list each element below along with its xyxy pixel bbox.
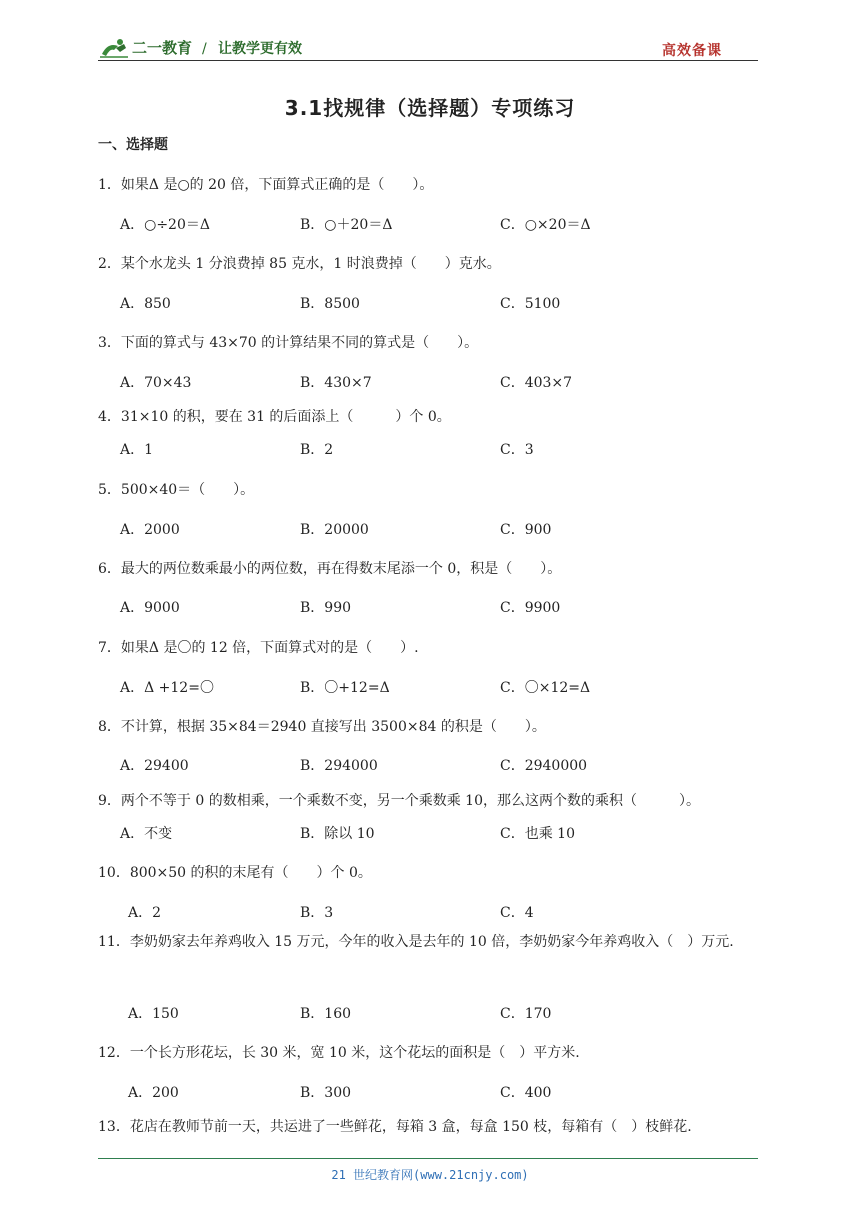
brand-label: 高效备课 — [662, 43, 722, 59]
q12-option-a: A．200 — [128, 1085, 179, 1101]
question-6: 6．最大的两位数乘最小的两位数，再在得数末尾添一个 0，积是（ ）。 — [98, 561, 562, 577]
q8-option-c: C．2940000 — [500, 758, 588, 774]
q2-option-c: C．5100 — [500, 296, 561, 312]
question-8: 8．不计算，根据 35×84＝2940 直接写出 3500×84 的积是（ ）。 — [98, 719, 546, 735]
logo-icon — [98, 36, 318, 60]
q5-option-b: B．20000 — [300, 522, 369, 538]
q1-option-a: A．○÷20＝Δ — [120, 217, 210, 233]
logo-text: 二一教育 — [132, 39, 193, 57]
q5-option-a: A．2000 — [120, 522, 180, 538]
q2-option-b: B．8500 — [300, 296, 360, 312]
question-12: 12．一个长方形花坛，长 30 米，宽 10 米，这个花坛的面积是（ ）平方米. — [98, 1045, 580, 1061]
question-7: 7．如果Δ 是〇的 12 倍，下面算式对的是（ ）. — [98, 640, 419, 656]
question-10: 10．800×50 的积的末尾有（ ）个 0。 — [98, 865, 372, 881]
q11-option-b: B．160 — [300, 1006, 352, 1022]
q10-option-a: A．2 — [128, 905, 162, 921]
q9-option-a: A．不变 — [120, 826, 173, 842]
q4-option-c: C．3 — [500, 442, 534, 458]
question-3: 3．下面的算式与 43×70 的计算结果不同的算式是（ ）。 — [98, 335, 479, 351]
footer-link[interactable]: 21 世纪教育网(www.21cnjy.com) — [331, 1168, 529, 1182]
question-2: 2．某个水龙头 1 分浪费掉 85 克水，1 时浪费掉（ ）克水。 — [98, 256, 501, 272]
question-1: 1．如果Δ 是○的 20 倍，下面算式正确的是（ ）。 — [98, 177, 434, 193]
q10-option-c: C．4 — [500, 905, 534, 921]
q1-option-c: C．○×20＝Δ — [500, 217, 591, 233]
q3-option-a: A．70×43 — [120, 375, 192, 391]
q9-option-c: C．也乘 10 — [500, 826, 575, 842]
question-5: 5．500×40＝（ ）。 — [98, 482, 255, 498]
q8-option-b: B．294000 — [300, 758, 378, 774]
q10-option-b: B．3 — [300, 905, 334, 921]
q6-option-b: B．990 — [300, 600, 352, 616]
q2-option-a: A．850 — [120, 296, 171, 312]
page-title: 3.1找规律（选择题）专项练习 — [284, 96, 576, 120]
q4-option-b: B．2 — [300, 442, 334, 458]
q7-option-c: C．〇×12=Δ — [500, 680, 591, 696]
q5-option-c: C．900 — [500, 522, 552, 538]
q6-option-a: A．9000 — [120, 600, 180, 616]
page-header — [98, 34, 758, 62]
q12-option-b: B．300 — [300, 1085, 352, 1101]
q1-option-b: B．○＋20＝Δ — [300, 217, 393, 233]
question-4: 4．31×10 的积，要在 31 的后面添上（ ）个 0。 — [98, 409, 451, 425]
q12-option-c: C．400 — [500, 1085, 552, 1101]
question-11: 11．李奶奶家去年养鸡收入 15 万元，今年的收入是去年的 10 倍，李奶奶家今年养鸡收入（ ）万元. — [98, 934, 734, 950]
q11-option-a: A．150 — [128, 1006, 179, 1022]
q4-option-a: A．1 — [120, 442, 154, 458]
header-divider — [98, 60, 758, 61]
q6-option-c: C．9900 — [500, 600, 561, 616]
section-heading: 一、选择题 — [98, 137, 168, 153]
slogan: 让教学更有效 — [218, 41, 302, 57]
q7-option-a: A．Δ +12=〇 — [120, 680, 214, 696]
q3-option-b: B．430×7 — [300, 375, 372, 391]
q11-option-c: C．170 — [500, 1006, 552, 1022]
q8-option-a: A．29400 — [120, 758, 189, 774]
footer-divider — [98, 1158, 758, 1159]
q7-option-b: B．〇+12=Δ — [300, 680, 390, 696]
svg-text:/: / — [202, 41, 207, 57]
q3-option-c: C．403×7 — [500, 375, 573, 391]
question-9: 9．两个不等于 0 的数相乘，一个乘数不变，另一个乘数乘 10，那么这两个数的乘积（ ）。 — [98, 793, 700, 809]
q9-option-b: B．除以 10 — [300, 826, 375, 842]
question-13: 13．花店在教师节前一天，共运进了一些鲜花，每箱 3 盒，每盒 150 枝，每箱有（ ）枝鲜花. — [98, 1119, 692, 1135]
